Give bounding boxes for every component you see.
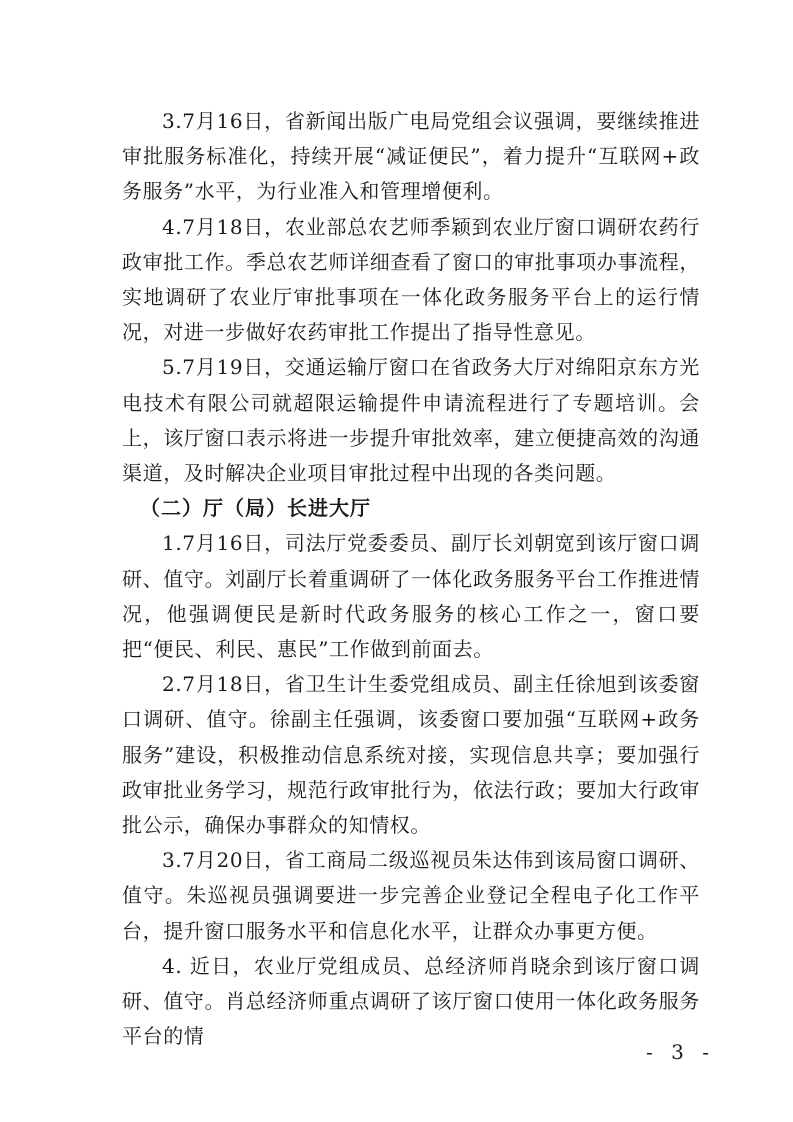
page-number: - 3 - [646,1040,715,1064]
paragraph-6: 3.7月20日，省工商局二级巡视员朱达伟到该局窗口调研、值守。朱巡视员强调要进一步完善企业登记全程电子化工作平台，提升窗口服务水平和信息化水平，让群众办事更方便。 [122,848,700,943]
paragraph-3: 5.7月19日，交通运输厅窗口在省政务大厅对绵阳京东方光电技术有限公司就超限运输提件申请流程进行了专题培训。会上，该厅窗口表示将进一步提升审批效率，建立便捷高效的沟通渠道，及时解决企业项目审批过程中出现的各类问题。 [122,355,700,486]
paragraph-5: 2.7月18日，省卫生计生委党组成员、副主任徐旭到该委窗口调研、值守。徐副主任强调，该委窗口要加强“互联网+政务服务”建设，积极推动信息系统对接，实现信息共享；要加强行政审批业务学习，规范行政审批行为，依法行政；要加大行政审批公示，确保办事群众的知情权。 [122,672,700,838]
document-body [122,104,700,1054]
paragraph-7: 4. 近日，农业厅党组成员、总经济师肖晓余到该厅窗口调研、值守。肖总经济师重点调研了该厅窗口使用一体化政务服务平台的情 [122,953,700,1049]
section-heading: （二）厅（局）长进大厅 [140,496,371,521]
paragraph-1: 3.7月16日，省新闻出版广电局党组会议强调，要继续推进审批服务标准化，持续开展“减证便民”，着力提升“互联网+政务服务”水平，为行业准入和管理增便利。 [122,109,700,204]
paragraph-2: 4.7月18日，农业部总农艺师季颖到农业厅窗口调研农药行政审批工作。季总农艺师详细查看了窗口的审批事项办事流程，实地调研了农业厅审批事项在一体化政务服务平台上的运行情况，对进一步做好农药审批工作提出了指导性意见。 [122,214,700,345]
paragraph-4: 1.7月16日，司法厅党委委员、副厅长刘朝宽到该厅窗口调研、值守。刘副厅长着重调研了一体化政务服务平台工作推进情况，他强调便民是新时代政务服务的核心工作之一，窗口要把“便民、利民、惠民”工作做到前面去。 [122,531,700,662]
